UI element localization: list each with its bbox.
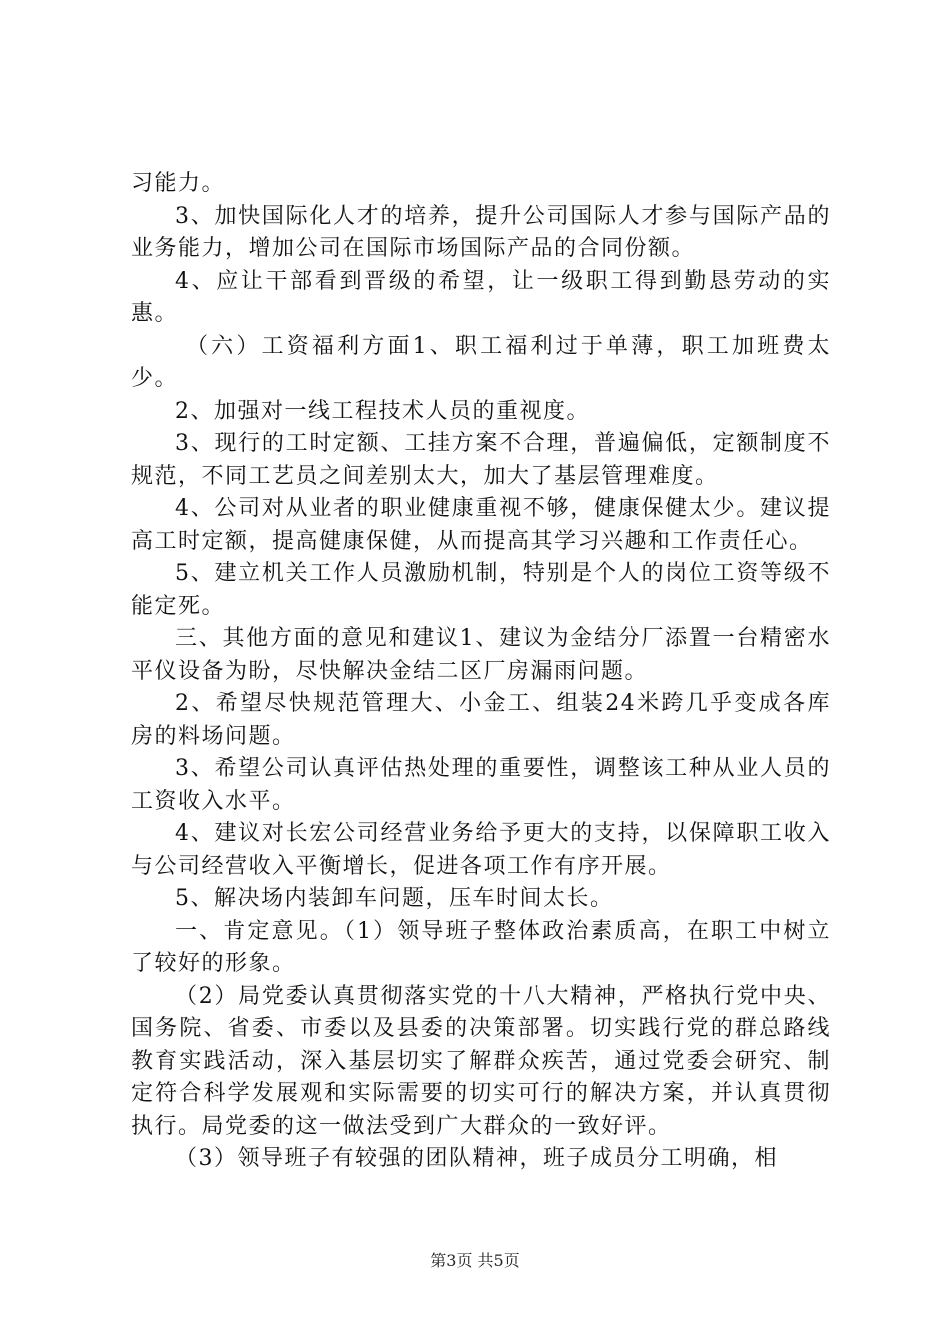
paragraph: 三、其他方面的意见和建议1、建议为金结分厂添置一台精密水平仪设备为盼，尽快解决金结二区厂房漏雨问题。 bbox=[131, 626, 831, 684]
paragraph: 4、应让干部看到晋级的希望，让一级职工得到勤恳劳动的实惠。 bbox=[131, 268, 831, 326]
paragraph: 4、公司对从业者的职业健康重视不够，健康保健太少。建议提高工时定额，提高健康保健，从而提高其学习兴趣和工作责任心。 bbox=[131, 496, 831, 554]
paragraph: 3、希望公司认真评估热处理的重要性，调整该工种从业人员的工资收入水平。 bbox=[131, 756, 831, 814]
paragraph: 2、加强对一线工程技术人员的重视度。 bbox=[175, 398, 590, 424]
paragraph: 5、解决场内装卸车问题，压车时间太长。 bbox=[175, 886, 614, 911]
paragraph: 3、加快国际化人才的培养，提升公司国际人才参与国际产品的业务能力，增加公司在国际市场国际产品的合同份额。 bbox=[131, 203, 831, 261]
paragraph: 2、希望尽快规范管理大、小金工、组装24米跨几乎变成各库房的料场问题。 bbox=[131, 691, 831, 749]
page-number-footer: 第3页 共5页 bbox=[430, 1251, 520, 1270]
paragraph: （六）工资福利方面1、职工福利过于单薄，职工加班费太少。 bbox=[131, 333, 831, 391]
paragraph: （3）领导班子有较强的团队精神，班子成员分工明确，相 bbox=[175, 1146, 778, 1171]
paragraph: 4、建议对长宏公司经营业务给予更大的支持，以保障职工收入与公司经营收入平衡增长，促进各项工作有序开展。 bbox=[131, 821, 831, 879]
paragraph: （2）局党委认真贯彻落实党的十八大精神，严格执行党中央、国务院、省委、市委以及县委的决策部署。切实践行党的群总路线教育实践活动，深入基层切实了解群众疾苦，通过党委会研究、制定符合科学发展观和实际需要的切实可行的解决方案，并认真贯彻执行。局党委的这一做法受到广大群众的一致好评。 bbox=[131, 983, 831, 1139]
document-body bbox=[131, 168, 831, 1176]
paragraph: 3、现行的工时定额、工挂方案不合理，普遍偏低，定额制度不规范，不同工艺员之间差别太大，加大了基层管理难度。 bbox=[131, 431, 831, 489]
paragraph: 习能力。 bbox=[131, 171, 226, 196]
paragraph: 一、肯定意见。（1）领导班子整体政治素质高，在职工中树立了较好的形象。 bbox=[131, 918, 831, 976]
paragraph: 5、建立机关工作人员激励机制，特别是个人的岗位工资等级不能定死。 bbox=[131, 561, 831, 619]
